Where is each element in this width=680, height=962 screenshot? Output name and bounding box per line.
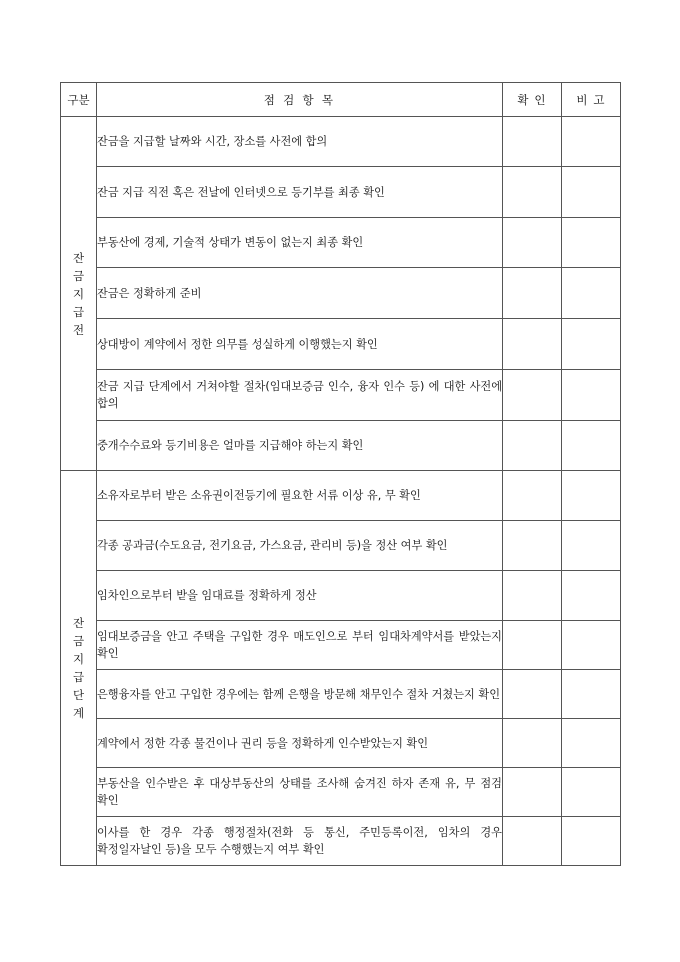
header-row	[61, 83, 621, 117]
table-row	[61, 117, 621, 167]
confirm-cell[interactable]	[503, 471, 562, 521]
category-char: 금	[72, 268, 85, 283]
table-row	[61, 319, 621, 370]
note-cell[interactable]	[562, 218, 621, 268]
confirm-cell[interactable]	[503, 370, 562, 421]
check-item: 부동산을 인수받은 후 대상부동산의 상태를 조사해 숨겨진 하자 존재 유, 무 점검 확인	[97, 768, 503, 817]
note-cell[interactable]	[562, 768, 621, 817]
note-cell[interactable]	[562, 370, 621, 421]
note-cell[interactable]	[562, 319, 621, 370]
table-row	[61, 421, 621, 471]
note-cell[interactable]	[562, 817, 621, 866]
header-category: 구분	[61, 83, 97, 117]
check-item: 상대방이 계약에서 정한 의무를 성실하게 이행했는지 확인	[97, 319, 503, 370]
check-item: 잔금은 정확하게 준비	[97, 268, 503, 319]
check-item: 계약에서 정한 각종 물건이나 권리 등을 정확하게 인수받았는지 확인	[97, 719, 503, 768]
note-cell[interactable]	[562, 571, 621, 621]
category-char: 전	[72, 322, 85, 337]
table-row	[61, 218, 621, 268]
note-cell[interactable]	[562, 521, 621, 571]
category-char: 지	[72, 286, 85, 301]
table-row	[61, 670, 621, 719]
confirm-cell[interactable]	[503, 817, 562, 866]
note-cell[interactable]	[562, 167, 621, 218]
note-cell[interactable]	[562, 421, 621, 471]
table-row	[61, 571, 621, 621]
confirm-cell[interactable]	[503, 719, 562, 768]
category-char: 잔	[72, 616, 85, 630]
table-row	[61, 768, 621, 817]
category-char: 단	[72, 688, 85, 702]
note-cell[interactable]	[562, 670, 621, 719]
checklist-table	[60, 82, 621, 866]
check-item: 임대보증금을 안고 주택을 구입한 경우 매도인으로 부터 임대차계약서를 받았는지 확인	[97, 621, 503, 670]
header-note: 비 고	[562, 83, 621, 117]
table-row	[61, 719, 621, 768]
table-row	[61, 370, 621, 421]
note-cell[interactable]	[562, 117, 621, 167]
confirm-cell[interactable]	[503, 218, 562, 268]
category-char: 금	[72, 634, 85, 648]
check-item: 각종 공과금(수도요금, 전기요금, 가스요금, 관리비 등)을 정산 여부 확인	[97, 521, 503, 571]
table-row	[61, 521, 621, 571]
confirm-cell[interactable]	[503, 117, 562, 167]
category-char: 급	[72, 304, 85, 319]
table-row	[61, 471, 621, 521]
check-item: 임차인으로부터 받을 임대료를 정확하게 정산	[97, 571, 503, 621]
confirm-cell[interactable]	[503, 670, 562, 719]
header-item: 점 검 항 목	[97, 83, 503, 117]
category-cell-before-payment	[61, 117, 97, 471]
category-cell-payment-stage	[61, 471, 97, 866]
note-cell[interactable]	[562, 621, 621, 670]
table-row	[61, 268, 621, 319]
confirm-cell[interactable]	[503, 521, 562, 571]
check-item: 부동산에 경제, 기술적 상태가 변동이 없는지 최종 확인	[97, 218, 503, 268]
confirm-cell[interactable]	[503, 571, 562, 621]
check-item: 잔금 지급 단계에서 거쳐야할 절차(임대보증금 인수, 융자 인수 등) 에 대한 사전에 합의	[97, 370, 503, 421]
header-confirm: 확 인	[503, 83, 562, 117]
check-item: 잔금 지급 직전 혹은 전날에 인터넷으로 등기부를 최종 확인	[97, 167, 503, 218]
confirm-cell[interactable]	[503, 768, 562, 817]
table-row	[61, 817, 621, 866]
note-cell[interactable]	[562, 268, 621, 319]
confirm-cell[interactable]	[503, 319, 562, 370]
check-item: 잔금을 지급할 날짜와 시간, 장소를 사전에 합의	[97, 117, 503, 167]
confirm-cell[interactable]	[503, 621, 562, 670]
category-char: 지	[72, 652, 85, 666]
confirm-cell[interactable]	[503, 167, 562, 218]
check-item: 소유자로부터 받은 소유권이전등기에 필요한 서류 이상 유, 무 확인	[97, 471, 503, 521]
check-item: 이사를 한 경우 각종 행정절차(전화 등 통신, 주민등록이전, 임차의 경우 확정일자날인 등)을 모두 수행했는지 여부 확인	[97, 817, 503, 866]
note-cell[interactable]	[562, 719, 621, 768]
category-char: 잔	[72, 250, 85, 265]
confirm-cell[interactable]	[503, 268, 562, 319]
category-char: 계	[72, 706, 85, 720]
table-row	[61, 621, 621, 670]
category-char: 급	[72, 670, 85, 684]
note-cell[interactable]	[562, 471, 621, 521]
table-row	[61, 167, 621, 218]
confirm-cell[interactable]	[503, 421, 562, 471]
check-item: 은행융자를 안고 구입한 경우에는 함께 은행을 방문해 채무인수 절차 거쳤는지 확인	[97, 670, 503, 719]
check-item: 중개수수료와 등기비용은 얼마를 지급해야 하는지 확인	[97, 421, 503, 471]
